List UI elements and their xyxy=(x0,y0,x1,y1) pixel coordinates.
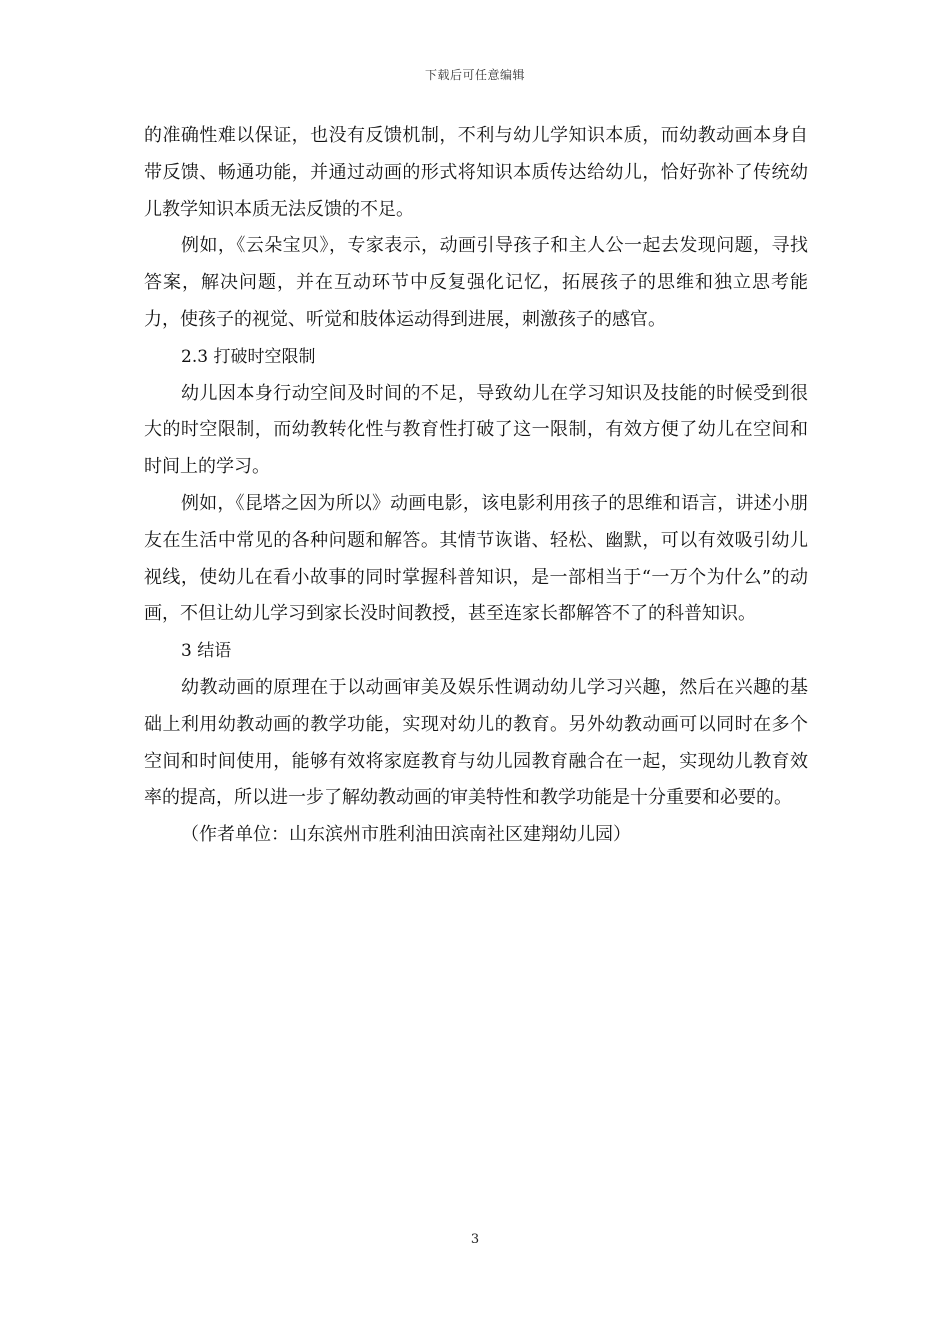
section-heading-conclusion: 3 结语 xyxy=(181,641,232,662)
section-heading-2-3: 2.3 打破时空限制 xyxy=(181,346,316,367)
paragraph-continuation: 的准确性难以保证，也没有反馈机制，不利与幼儿学知识本质，而幼教动画本身自带反馈、畅通功能，并通过动画的形式将知识本质传达给幼儿，恰好弥补了传统幼儿教学知识本质无法反馈的不足。 xyxy=(144,125,808,220)
paragraph-example-kunta: 例如，《昆塔之因为所以》动画电影，该电影利用孩子的思维和语言，讲述小朋友在生活中常见的各种问题和解答。其情节诙谐、轻松、幽默，可以有效吸引幼儿视线，使幼儿在看小故事的同时掌握科普知识，是一部相当于“一万个为什么”的动画，不但让幼儿学习到家长没时间教授，甚至连家长都解答不了的科普知识。 xyxy=(144,492,808,625)
author-affiliation: （作者单位：山东滨州市胜利油田滨南社区建翔幼儿园） xyxy=(181,824,631,846)
document-body xyxy=(144,118,808,854)
paragraph-example-yunduo: 例如，《云朵宝贝》，专家表示，动画引导孩子和主人公一起去发现问题，寻找答案，解决问题，并在互动环节中反复强化记忆，拓展孩子的思维和独立思考能力，使孩子的视觉、听觉和肢体运动得到进展，刺激孩子的感官。 xyxy=(144,235,808,330)
page-header: 下载后可任意编辑 xyxy=(424,68,525,82)
paragraph-conclusion: 幼教动画的原理在于以动画审美及娱乐性调动幼儿学习兴趣，然后在兴趣的基础上利用幼教动画的教学功能，实现对幼儿的教育。另外幼教动画可以同时在多个空间和时间使用，能够有效将家庭教育与幼儿园教育融合在一起，实现幼儿教育效率的提高，所以进一步了解幼教动画的审美特性和教学功能是十分重要和必要的。 xyxy=(144,676,808,809)
page-number: 3 xyxy=(470,1232,480,1247)
paragraph-time-space: 幼儿因本身行动空间及时间的不足，导致幼儿在学习知识及技能的时候受到很大的时空限制，而幼教转化性与教育性打破了这一限制，有效方便了幼儿在空间和时间上的学习。 xyxy=(144,382,808,478)
